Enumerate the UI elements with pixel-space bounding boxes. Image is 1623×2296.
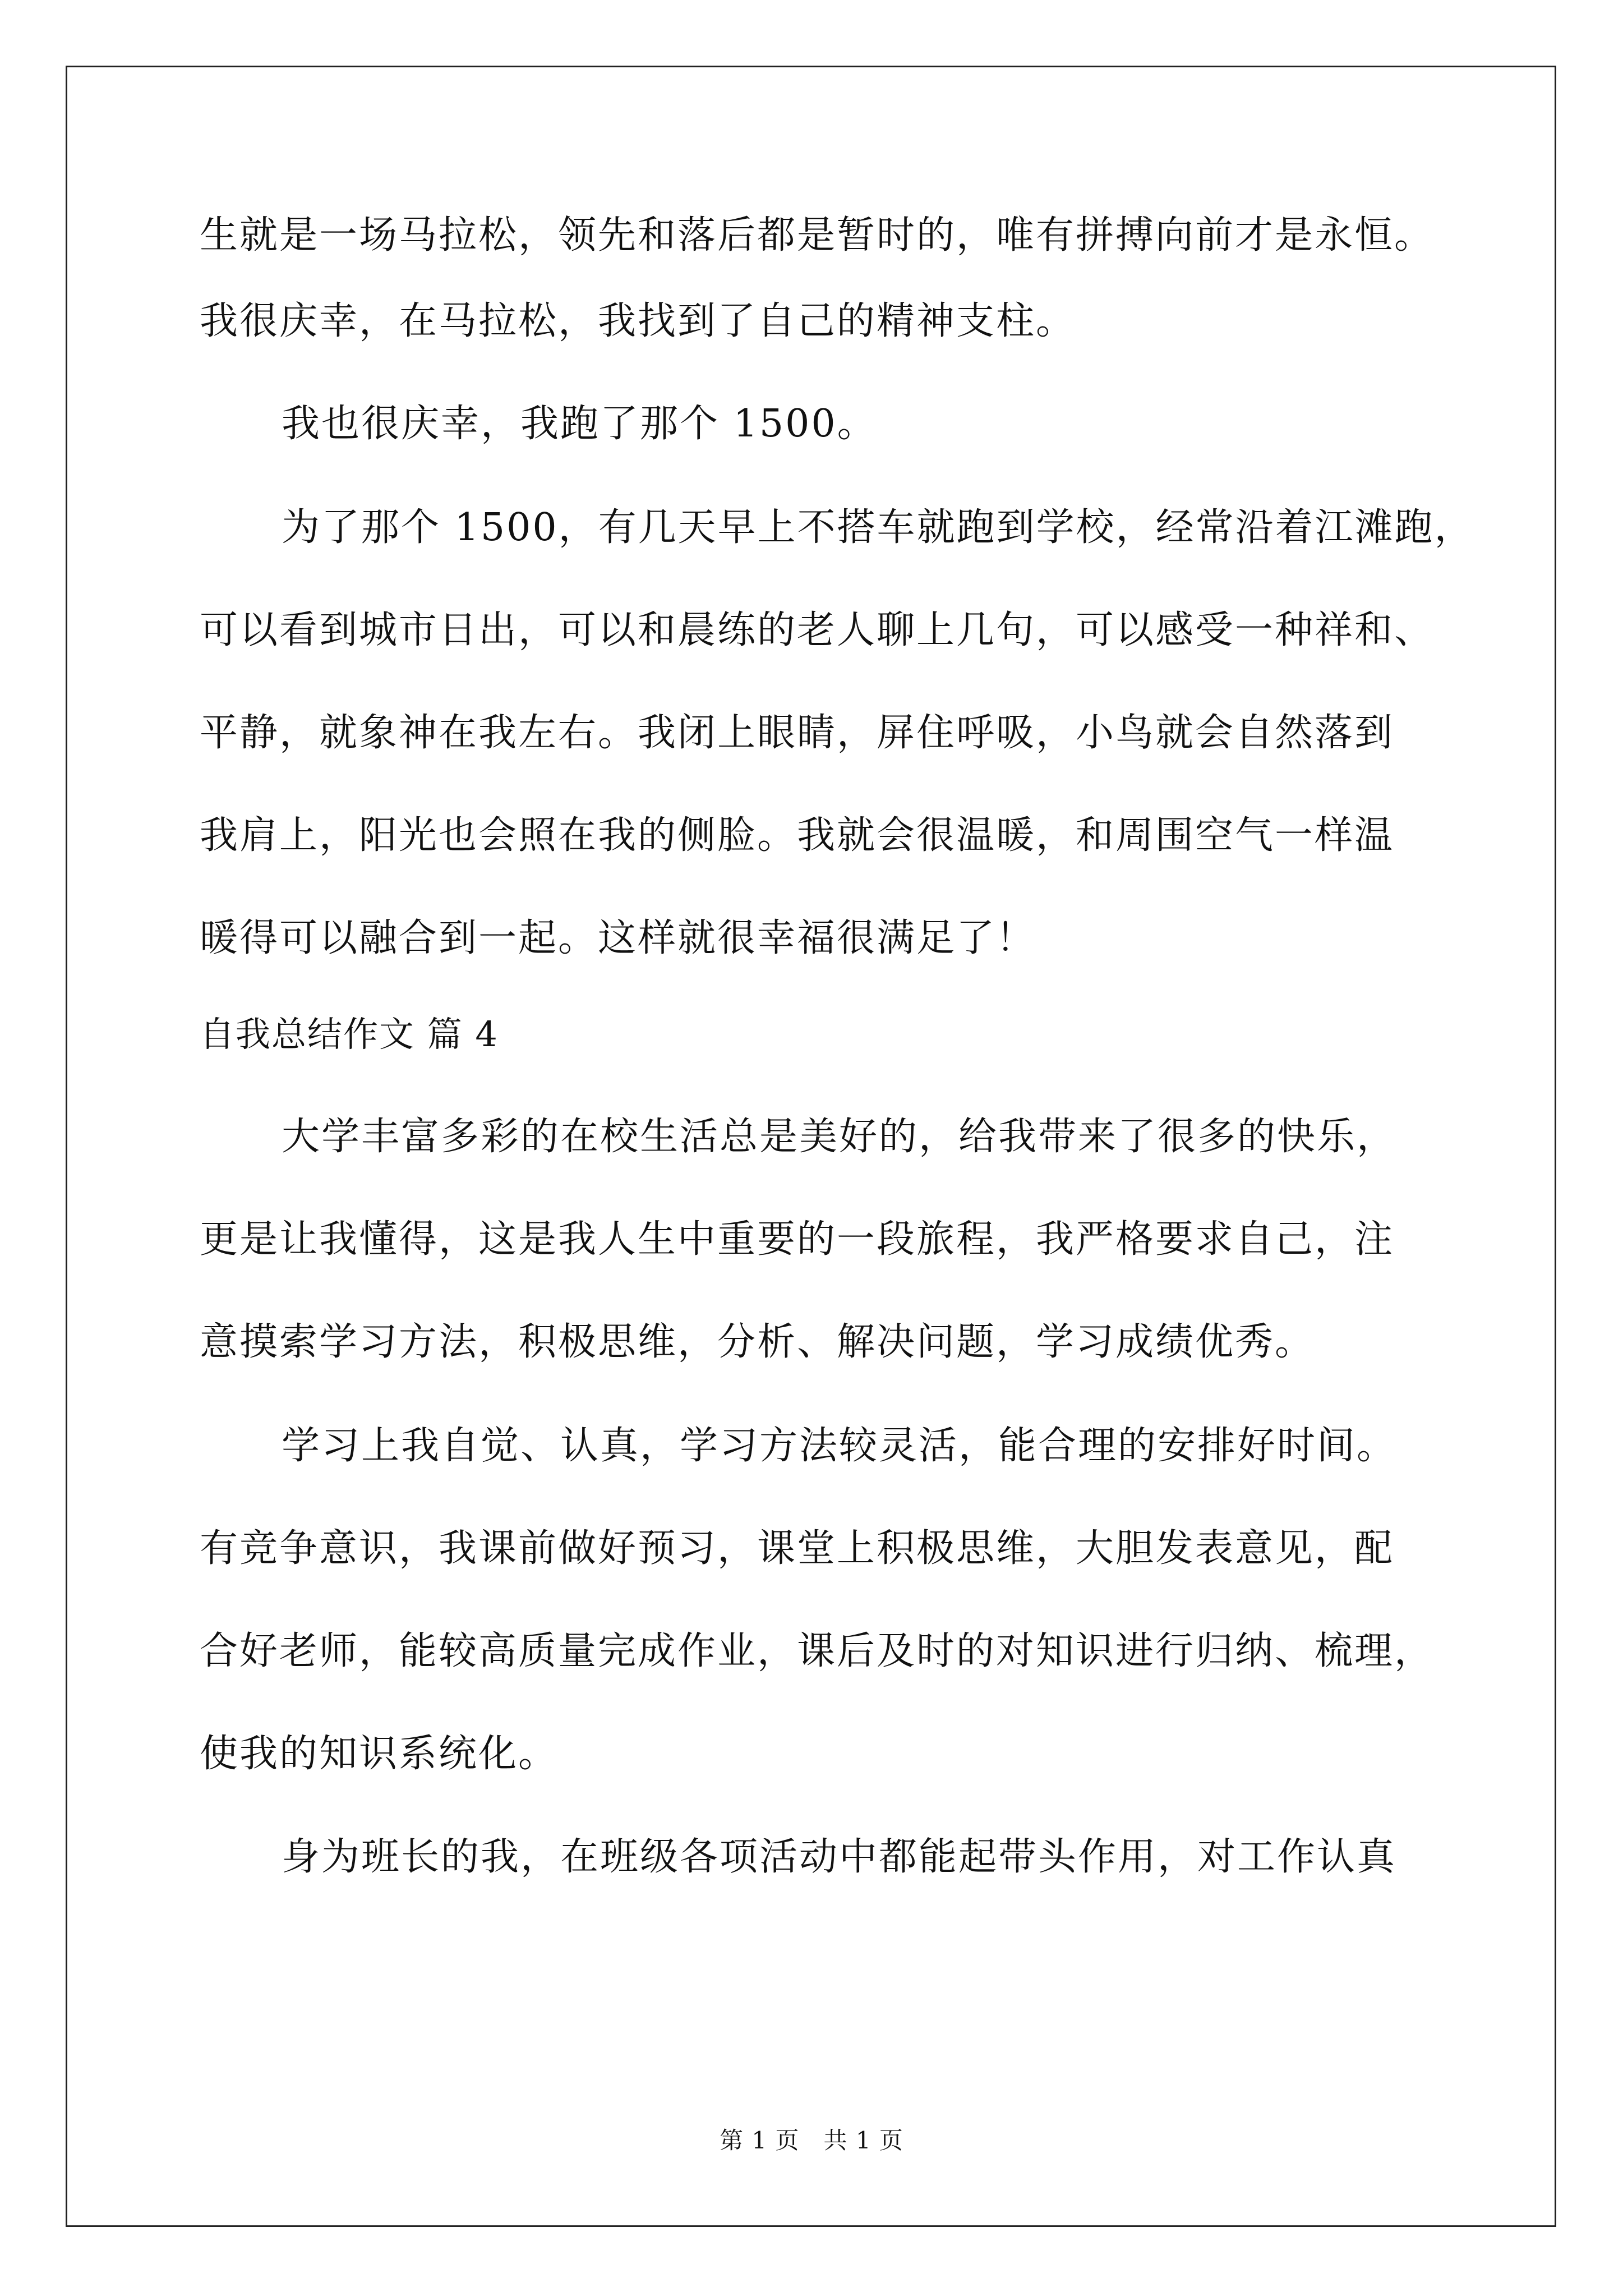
paragraph-line: 有竞争意识，我课前做好预习，课堂上积极思维，大胆发表意见，配	[200, 1526, 1395, 1571]
paragraph-line: 平静，就象神在我左右。我闭上眼睛，屏住呼吸，小鸟就会自然落到	[200, 711, 1395, 755]
paragraph-line: 学习上我自觉、认真，学习方法较灵活，能合理的安排好时间。	[282, 1424, 1397, 1468]
paragraph-line: 暖得可以融合到一起。这样就很幸福很满足了！	[200, 916, 1036, 960]
paragraph-line: 身为班长的我，在班级各项活动中都能起带头作用，对工作认真	[282, 1835, 1397, 1879]
paragraph-line: 可以看到城市日出，可以和晨练的老人聊上几句，可以感受一种祥和、	[200, 608, 1435, 652]
paragraph-line: 合好老师，能较高质量完成作业，课后及时的对知识进行归纳、梳理，	[200, 1629, 1435, 1673]
paragraph-line: 更是让我懂得，这是我人生中重要的一段旅程，我严格要求自己，注	[200, 1217, 1395, 1262]
paragraph-line: 我很庆幸，在马拉松，我找到了自己的精神支柱。	[200, 299, 1076, 343]
page-footer: 第 1 页 共 1 页	[720, 2127, 903, 2154]
paragraph-line: 生就是一场马拉松，领先和落后都是暂时的，唯有拼搏向前才是永恒。	[200, 213, 1435, 257]
paragraph-line: 意摸索学习方法，积极思维，分析、解决问题，学习成绩优秀。	[200, 1320, 1315, 1364]
paragraph-line: 为了那个 1500，有几天早上不搭车就跑到学校，经常沿着江滩跑，	[282, 505, 1474, 550]
section-heading: 自我总结作文 篇 4	[200, 1014, 499, 1055]
paragraph-line: 大学丰富多彩的在校生活总是美好的，给我带来了很多的快乐，	[282, 1115, 1397, 1159]
paragraph-line: 我也很庆幸，我跑了那个 1500。	[282, 402, 877, 446]
paragraph-line: 我肩上，阳光也会照在我的侧脸。我就会很温暖，和周围空气一样温	[200, 813, 1395, 858]
paragraph-line: 使我的知识系统化。	[200, 1732, 559, 1776]
